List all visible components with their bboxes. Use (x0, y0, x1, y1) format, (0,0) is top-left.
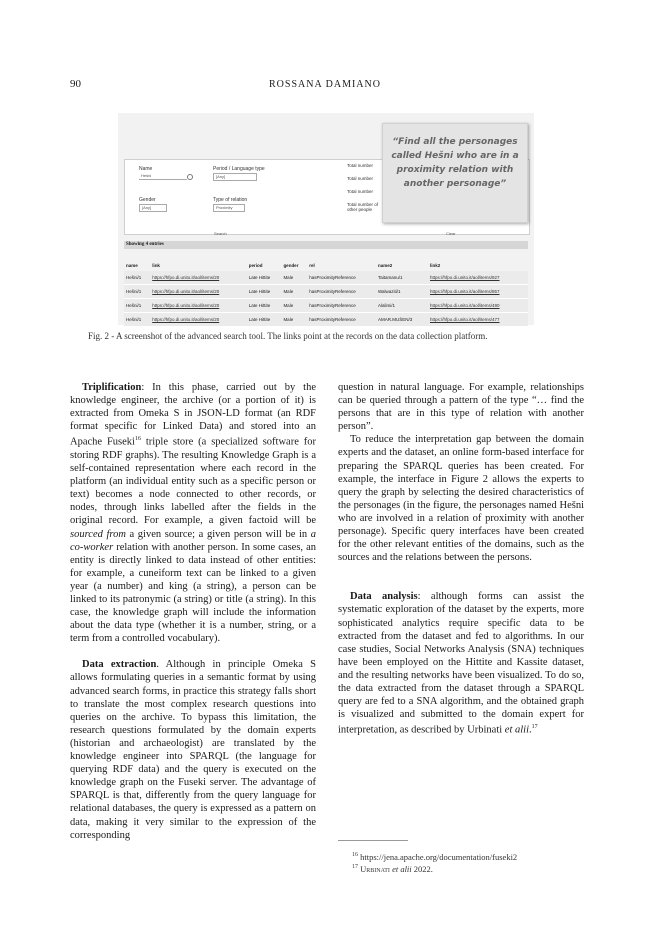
button-row (124, 229, 528, 239)
emphasis: et alii (504, 724, 529, 736)
name-input[interactable]: Hešni (139, 173, 187, 180)
figure-caption: Fig. 2 - A screenshot of the advanced search tool. The links point at the records on the data collection platform. (88, 331, 488, 341)
footnote-rule (338, 840, 408, 841)
table-row (124, 313, 528, 327)
paragraph-heading: Triplification (82, 382, 142, 393)
table-cell: Male (281, 285, 307, 299)
callout-box (382, 123, 528, 223)
text-run: . (529, 724, 532, 736)
page-number: 90 (70, 78, 81, 90)
record-link[interactable]: https://hfpo.di.unito.it/aol/items/20 (150, 271, 247, 285)
footnote-17 (352, 864, 433, 874)
table-cell: Taitamanu/1 (376, 271, 428, 285)
table-cell: Hešni/1 (124, 285, 150, 299)
record-link[interactable]: https://hfpo.di.unito.it/aol/items/20 (150, 299, 247, 313)
footnote-link[interactable]: https://jena.apache.org/documentation/fuseki2 (360, 852, 518, 862)
search-button[interactable]: Search (214, 231, 227, 236)
gender-select[interactable]: [Any] (139, 204, 167, 212)
table-cell: Late Hittite (247, 271, 282, 285)
text-run: : although forms can assist the systematic exploration of the dataset by the experts, more sophisticated analytics require specific data to be extracted from the dataset and fed to algorithms. In our case studies, Social Networks Analysis (SNA) techniques have been employed on the Hittite and Kassite dataset, and the resulting networks have been visualized. To do so, the data extracted from the dataset through a SPARQL query are fed to a SNA algorithm, and the obtained graph is visualized and submitted to the domain expert for interpretation, as described by Urbinati (338, 591, 584, 736)
footnote-author: Urbinati (360, 864, 390, 874)
table-header-row (124, 260, 528, 271)
table-cell: Hešni/1 (124, 299, 150, 313)
right-column (338, 381, 584, 737)
table-cell: Male (281, 299, 307, 313)
paragraph-data-extraction (70, 658, 316, 841)
gender-label: Gender (139, 197, 156, 203)
record-link[interactable]: https://hfpo.di.unito.it/aol/items/20 (150, 285, 247, 299)
running-head: ROSSANA DAMIANO (269, 79, 381, 90)
emphasis: a co-worker (70, 528, 316, 553)
table-row (124, 285, 528, 299)
table-cell: Male (281, 313, 307, 327)
text-run: : In this phase, carried out by the knowledge engineer, the archive (or a portion of it) is extracted from Omeka S in JSON-LD format (an RDF format specific for Linked Data) and stored into an Apache Fuseki (70, 382, 316, 448)
results-table (124, 260, 528, 327)
emphasis: et alii (392, 864, 412, 874)
column-header: period (248, 263, 263, 268)
table-cell: hasProximityReference (307, 299, 376, 313)
record-link[interactable]: https://hfpo.di.unito.it/aol/items/857 (428, 285, 528, 299)
column-header: name2 (377, 263, 393, 268)
table-cell: Hešni/1 (124, 313, 150, 327)
record-link[interactable]: https://hfpo.di.unito.it/aol/items/490 (428, 299, 528, 313)
column-header: link2 (429, 263, 441, 268)
table-cell: Hešni/1 (124, 271, 150, 285)
table-cell: hasProximityReference (307, 271, 376, 285)
period-label: Period / Language type (213, 166, 265, 172)
text-run: . Although in principle Omeka S allows formulating queries in a semantic format by using advanced search forms, in practice this strategy falls short to translate the most complex research questions into queries on the archive. To bypass this limitation, the research questions formulated by the domain experts (historian and archaeologist) are translated by the knowledge engineer into SPARQL (the language for querying RDF data) and the query is executed on the knowledge graph on the Fuseki server. The advantage of SPARQL is that, differently from the query language for relational databases, the query is expressed as a pattern on data, making it very similar to the expression of the corresponding (70, 659, 316, 841)
total-number-4: Total number of other people (347, 202, 379, 212)
table-cell: Walwaziti/1 (376, 285, 428, 299)
period-select[interactable]: [Any] (213, 173, 257, 181)
text-run: relation with another person. In some cases, an entity is directly linked to data instead of other entities: for example, a cuneiform text can be linked to a given year (a number) and king (a string), a person can be linked to its patronymic (a string) or title (a string). In this case, the knowledge graph will include the information about the data type (whether it is a number, string, or a term from a controlled vocabulary). (70, 541, 316, 645)
total-number-1: Total number (347, 163, 374, 168)
clear-button[interactable]: Clear (446, 231, 456, 236)
table-cell: AMAR.MUŠEN/3 (376, 313, 428, 327)
relation-select[interactable]: Proximity (213, 204, 245, 212)
footnote-number: 16 (352, 852, 358, 859)
callout-text: “Find all the personages called Hešni who are in a proximity relation with another personage” (391, 137, 519, 189)
record-link[interactable]: https://hfpo.di.unito.it/aol/items/20 (150, 313, 247, 327)
figure-screenshot (118, 113, 534, 325)
column-header: rel (309, 263, 315, 268)
paragraph-continued: question in natural language. For example, relationships can be queried through a pattern of the type “… find the persons that are in this type of relation with another person”. (338, 382, 584, 433)
total-number-2: Total number (347, 176, 374, 181)
table-cell: Late Hittite (247, 313, 282, 327)
total-number-3: Total number (347, 189, 374, 194)
text-run: triple store (a specialized software for storing RDF graphs). The resulting Knowledge Graph is a self-contained representation where each record in the platform (an individual entity such as a specific person or text) becomes a node connected to other records, or nodes, through links labelled after the fields in the original record. For example, a given factoid will be (70, 436, 316, 527)
table-cell: Alalimi/1 (376, 299, 428, 313)
table-cell: Male (281, 271, 307, 285)
table-row (124, 271, 528, 285)
text-run: 2022. (411, 864, 433, 874)
paragraph-heading: Data extraction (82, 659, 157, 671)
paragraph-heading: Data analysis (350, 591, 418, 603)
left-column (70, 381, 316, 842)
paragraph-data-analysis (338, 590, 584, 737)
relation-label: Type of relation (213, 197, 248, 203)
column-header: gender (283, 263, 299, 268)
clear-icon[interactable] (187, 174, 193, 180)
table-cell: hasProximityReference (307, 313, 376, 327)
table-body (124, 271, 528, 327)
column-header: name (126, 263, 138, 268)
paragraph-interface: To reduce the interpretation gap between the domain experts and the dataset, an online form-based interface for preparing the SPARQL queries has been created. For example, the interface in Figure 2 allows the experts to query the graph by selecting the desired characteristics of the personages (in the figure, the personages named Hešni who are involved in a relation of proximity with another personage). Specific query interfaces have been created for the other relevant entities of the domains, such as the sources and the relations between the persons. (338, 434, 584, 564)
column-header: link (152, 263, 160, 268)
showing-entries: Showing 4 entries (124, 241, 528, 249)
footnote-16 (352, 852, 517, 862)
footnote-ref: 17 (531, 724, 538, 731)
table-row (124, 299, 528, 313)
text-run: a given source; a given person will be in (125, 528, 311, 540)
name-label: Name (139, 166, 153, 172)
table-cell: hasProximityReference (307, 285, 376, 299)
record-link[interactable]: https://hfpo.di.unito.it/aol/items/477 (428, 313, 528, 327)
table-cell: Late Hittite (247, 299, 282, 313)
footnote-ref: 16 (134, 436, 141, 443)
footnote-number: 17 (352, 864, 358, 871)
paragraph-triplification (70, 381, 316, 645)
emphasis: sourced from (70, 528, 126, 540)
table-cell: Late Hittite (247, 285, 282, 299)
record-link[interactable]: https://hfpo.di.unito.it/aol/items/827 (428, 271, 528, 285)
